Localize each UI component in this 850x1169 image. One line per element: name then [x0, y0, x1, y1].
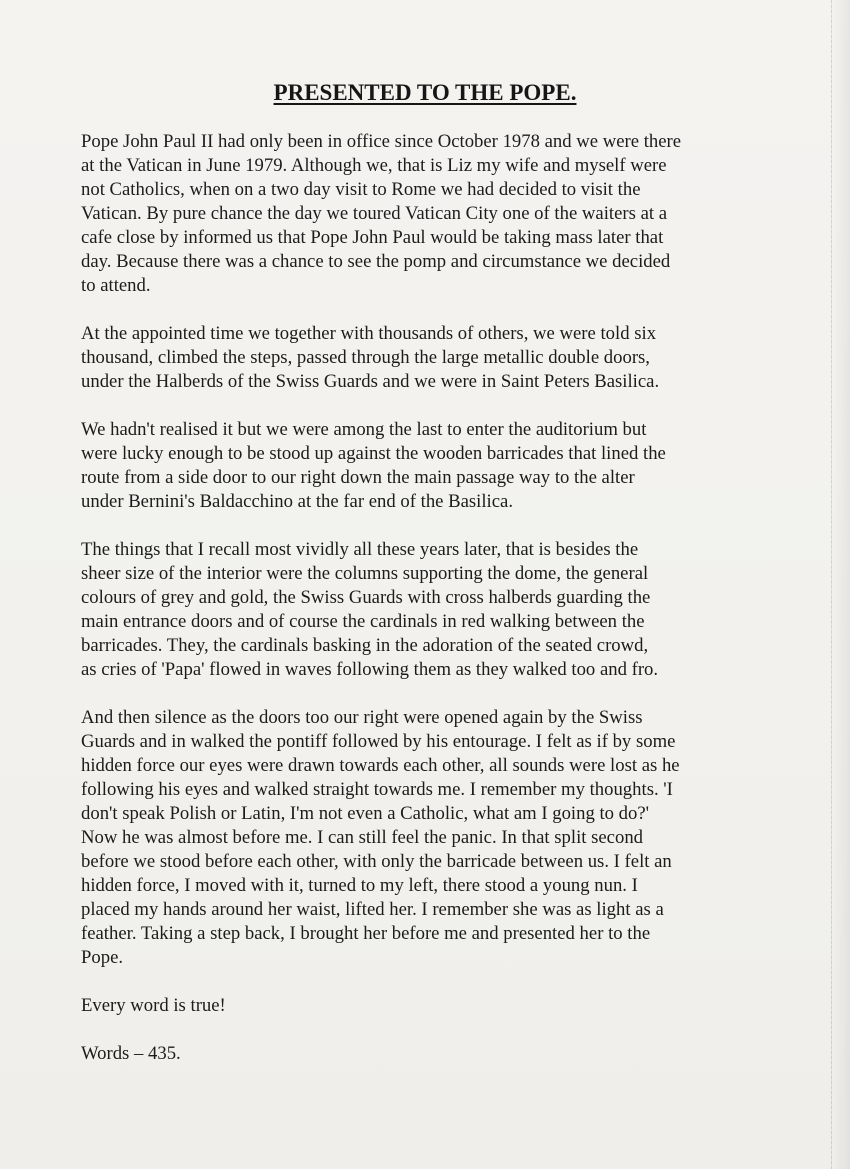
- text-line: under Bernini's Baldacchino at the far end of the Basilica.: [81, 491, 513, 512]
- text-line: Words – 435.: [81, 1043, 181, 1064]
- text-line: Guards and in walked the pontiff followed by his entourage. I felt as if by some: [81, 731, 676, 752]
- paragraph-gap: [81, 394, 771, 418]
- paragraph-gap: [81, 682, 771, 706]
- text-line: hidden force, I moved with it, turned to my left, there stood a young nun. I: [81, 875, 638, 896]
- text-line: Pope.: [81, 947, 124, 968]
- paragraph-gap: [81, 514, 771, 538]
- paragraph-gap: [81, 1018, 771, 1042]
- text-line: following his eyes and walked straight towards me. I remember my thoughts. 'I: [81, 779, 673, 800]
- text-line: cafe close by informed us that Pope John Paul would be taking mass later that: [81, 227, 664, 248]
- text-line: route from a side door to our right down the main passage way to the alter: [81, 467, 635, 488]
- text-line: At the appointed time we together with thousands of others, we were told six: [81, 323, 657, 344]
- text-line: thousand, climbed the steps, passed through the large metallic double doors,: [81, 347, 650, 368]
- text-line: to attend.: [81, 275, 151, 296]
- paragraph: [81, 418, 771, 514]
- text-line: colours of grey and gold, the Swiss Guards with cross halberds guarding the: [81, 587, 651, 608]
- text-line: as cries of 'Papa' flowed in waves following them as they walked too and fro.: [81, 659, 659, 680]
- document-body: [81, 130, 771, 1066]
- text-line: And then silence as the doors too our right were opened again by the Swiss: [81, 707, 643, 728]
- text-line: under the Halberds of the Swiss Guards and we were in Saint Peters Basilica.: [81, 371, 660, 392]
- paragraph: [81, 322, 771, 394]
- document-title: PRESENTED TO THE POPE.: [273, 80, 577, 105]
- text-line: The things that I recall most vividly all these years later, that is besides the: [81, 539, 639, 560]
- text-line: Pope John Paul II had only been in office since October 1978 and we were there: [81, 131, 682, 152]
- text-line: Now he was almost before me. I can still feel the panic. In that split second: [81, 827, 644, 848]
- text-line: hidden force our eyes were drawn towards each other, all sounds were lost as he: [81, 755, 680, 776]
- text-line: day. Because there was a chance to see the pomp and circumstance we decided: [81, 251, 671, 272]
- page-edge-shadow: [831, 0, 850, 1169]
- text-line: We hadn't realised it but we were among the last to enter the auditorium but: [81, 419, 647, 440]
- text-line: placed my hands around her waist, lifted her. I remember she was as light as a: [81, 899, 664, 920]
- text-line: sheer size of the interior were the columns supporting the dome, the general: [81, 563, 649, 584]
- paragraph: [81, 706, 771, 970]
- paragraph: [81, 130, 771, 298]
- text-line: feather. Taking a step back, I brought her before me and presented her to the: [81, 923, 651, 944]
- text-line: were lucky enough to be stood up against the wooden barricades that lined the: [81, 443, 666, 464]
- text-line: not Catholics, when on a two day visit to Rome we had decided to visit the: [81, 179, 641, 200]
- text-line: Every word is true!: [81, 995, 226, 1016]
- text-line: before we stood before each other, with only the barricade between us. I felt an: [81, 851, 672, 872]
- paragraph: [81, 538, 771, 682]
- text-line: main entrance doors and of course the cardinals in red walking between the: [81, 611, 645, 632]
- paragraph: [81, 994, 771, 1018]
- text-line: don't speak Polish or Latin, I'm not even a Catholic, what am I going to do?': [81, 803, 650, 824]
- text-line: barricades. They, the cardinals basking in the adoration of the seated crowd,: [81, 635, 649, 656]
- text-line: at the Vatican in June 1979. Although we, that is Liz my wife and myself were: [81, 155, 667, 176]
- paragraph: [81, 1042, 771, 1066]
- paragraph-gap: [81, 298, 771, 322]
- text-line: Vatican. By pure chance the day we toured Vatican City one of the waiters at a: [81, 203, 668, 224]
- paragraph-gap: [81, 970, 771, 994]
